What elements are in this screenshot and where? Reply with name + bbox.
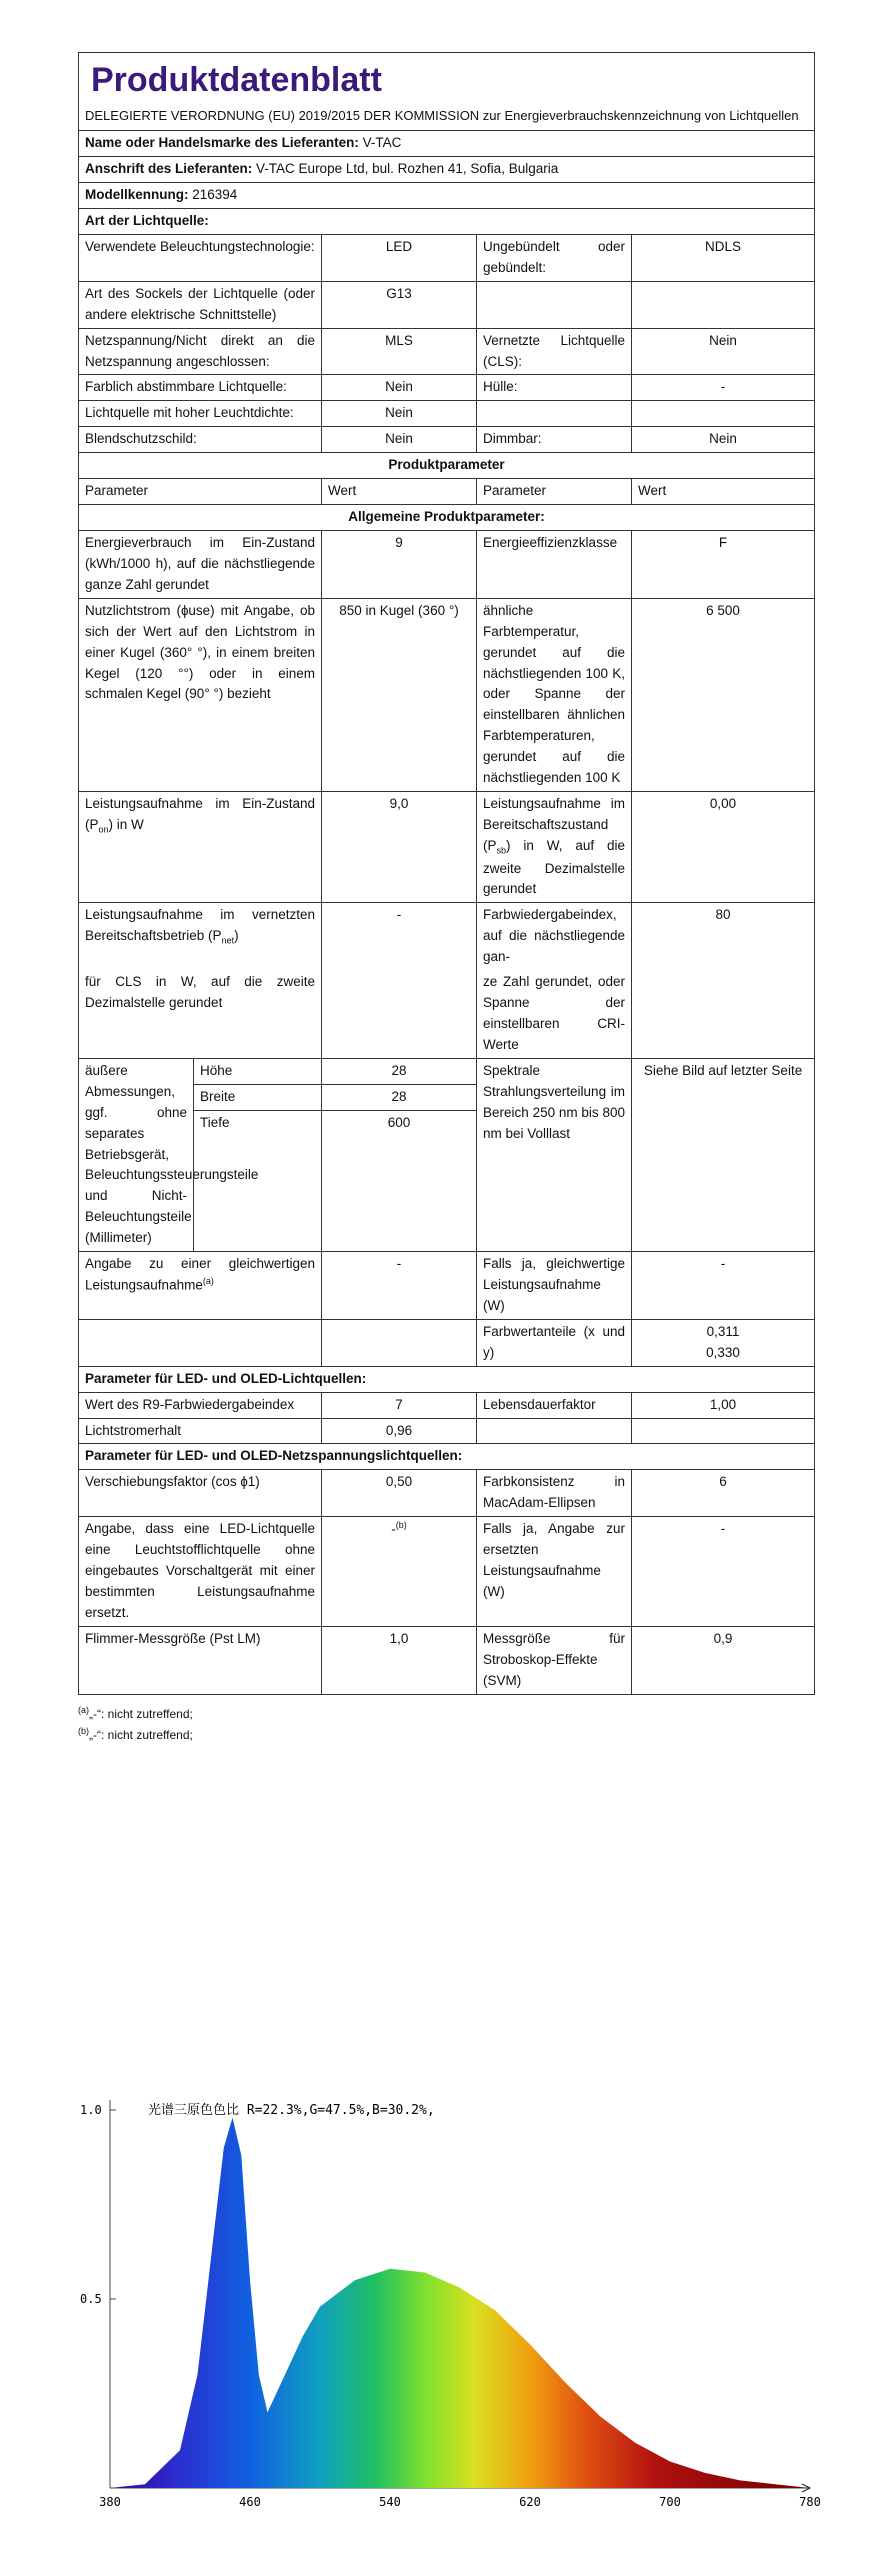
chromaticity-label: Farbwertanteile (x und y)	[477, 1319, 632, 1366]
type-label: Farblich abstimmbare Lichtquelle:	[79, 375, 322, 401]
footnote-b-sup: (b)	[78, 1726, 89, 1737]
dimension-value-width: 28	[322, 1085, 476, 1111]
displacement-factor-value: 0,50	[322, 1470, 477, 1517]
model-value: 216394	[192, 187, 238, 203]
type-value: Nein	[632, 328, 815, 375]
equivalent-power-value: -	[322, 1252, 477, 1320]
power-on-subscript: on	[98, 824, 109, 835]
product-datasheet	[78, 52, 814, 1745]
x-tick-label: 540	[379, 2495, 401, 2509]
macadam-value: 6	[632, 1470, 815, 1517]
general-params-heading: Allgemeine Produktparameter:	[79, 505, 815, 531]
flicker-value: 1,0	[322, 1626, 477, 1694]
model-row	[79, 183, 815, 209]
power-on-label-text: Leistungsaufnahme im Ein-Zustand (P	[85, 796, 315, 832]
supplier-name-row	[79, 131, 815, 157]
replacement-value	[322, 1517, 477, 1627]
replacement-label: Angabe, dass eine LED-Lichtquelle eine Leuchtstofflichtquelle ohne eingebautes Vorschaltgerät mit einer bestimmten Leistungsaufnahme ersetzt.	[79, 1517, 322, 1627]
standby-label-suffix: ) in W, auf die zweite Dezimalstelle gerundet	[483, 837, 625, 897]
dimension-label-width: Breite	[194, 1085, 321, 1111]
spectral-label: Spektrale Strahlungsverteilung im Bereich 250 nm bis 800 nm bei Volllast	[477, 1058, 632, 1251]
standby-label	[477, 792, 632, 903]
mains-params-heading: Parameter für LED- und OLED-Netzspannungslichtquellen:	[79, 1444, 815, 1470]
dimensions-subtable-values	[322, 1058, 477, 1251]
y-tick-label: 0.5	[80, 2292, 102, 2306]
energy-value: 9	[322, 530, 477, 598]
col-header-value: Wert	[322, 479, 477, 505]
empty-cell	[322, 1319, 477, 1366]
type-value: Nein	[322, 375, 477, 401]
type-label: Lichtquelle mit hoher Leuchtdichte:	[79, 401, 322, 427]
flux-value: 850 in Kugel (360 °)	[322, 598, 477, 791]
y-tick-label: 1.0	[80, 2103, 102, 2117]
power-on-label-suffix: ) in W	[108, 816, 144, 832]
type-label: Netzspannung/Nicht direkt an die Netzspannung angeschlossen:	[79, 328, 322, 375]
led-params-heading: Parameter für LED- und OLED-Lichtquellen:	[79, 1366, 815, 1392]
networked-standby-label-text: Leistungsaufnahme im vernetzten Bereitschaftsbetrieb (P	[85, 907, 315, 944]
model-label: Modellkennung:	[85, 187, 189, 203]
networked-standby-value: -	[322, 903, 477, 970]
dimensions-subtable-labels	[194, 1058, 322, 1251]
regulation-subtitle: DELEGIERTE VERORDNUNG (EU) 2019/2015 DER KOMMISSION zur Energieverbrauchskennzeichnung von Lichtquellen	[85, 108, 799, 124]
dimension-value-height: 28	[322, 1059, 476, 1085]
displacement-factor-label: Verschiebungsfaktor (cos ɸ1)	[79, 1470, 322, 1517]
supplier-address-label: Anschrift des Lieferanten:	[85, 161, 253, 177]
type-value	[632, 281, 815, 328]
standby-subscript: sb	[496, 845, 507, 856]
type-value: Nein	[322, 427, 477, 453]
power-on-label	[79, 792, 322, 903]
type-value	[632, 401, 815, 427]
efficiency-class-value: F	[632, 530, 815, 598]
footnote-b-text: „-“: nicht zutreffend;	[89, 1728, 193, 1743]
title-cell	[79, 53, 815, 131]
page-title: Produktdatenblatt	[91, 61, 382, 99]
type-label: Art des Sockels der Lichtquelle (oder andere elektrische Schnittstelle)	[79, 281, 322, 328]
col-header-parameter: Parameter	[79, 479, 322, 505]
cri-value: 80	[632, 903, 815, 970]
x-tick-label: 620	[519, 2495, 541, 2509]
dimension-label-height: Höhe	[194, 1059, 321, 1085]
type-heading: Art der Lichtquelle:	[79, 209, 815, 235]
lifetime-factor-value: 1,00	[632, 1392, 815, 1418]
spectrum-area	[110, 2118, 810, 2488]
spectral-value: Siehe Bild auf letzter Seite	[632, 1058, 815, 1251]
standby-label-text: Leistungsaufnahme im Bereitschaftszustand (P	[483, 796, 625, 853]
networked-standby-label-continued: für CLS in W, auf die zweite Dezimalstelle gerundet	[79, 970, 322, 1058]
cri-label-continued: ze Zahl gerundet, oder Spanne der einstellbaren CRI-Werte	[477, 970, 632, 1058]
equivalent-power2-value: -	[632, 1252, 815, 1320]
svm-label: Messgröße für Stroboskop-Effekte (SVM)	[477, 1626, 632, 1694]
standby-value: 0,00	[632, 792, 815, 903]
type-value: MLS	[322, 328, 477, 375]
spectrum-svg	[78, 2090, 821, 2520]
r9-label: Wert des R9-Farbwiedergabeindex	[79, 1392, 322, 1418]
svm-value: 0,9	[632, 1626, 815, 1694]
footnote-a-sup: (a)	[78, 1704, 89, 1715]
supplier-name-value: V-TAC	[362, 135, 402, 151]
flicker-label: Flimmer-Messgröße (Pst LM)	[79, 1626, 322, 1694]
x-tick-label: 700	[659, 2495, 681, 2509]
footnote-b	[78, 1724, 814, 1745]
type-label: Dimmbar:	[477, 427, 632, 453]
empty-cell	[632, 970, 815, 1058]
networked-standby-label-suffix: )	[234, 928, 239, 944]
type-value: -	[632, 375, 815, 401]
spectrum-chart	[78, 2090, 821, 2520]
flux-label: Nutzlichtstrom (ɸuse) mit Angabe, ob sich der Wert auf den Lichtstrom in einer Kugel (360° °), in einem breiten Kegel (120 °°) oder in einem schmalen Kegel (90° °) bezieht	[79, 598, 322, 791]
cri-label: Farbwiedergabeindex, auf die nächstliegende gan-	[477, 903, 632, 970]
equivalent-power-label	[79, 1252, 322, 1320]
type-label: Hülle:	[477, 375, 632, 401]
type-label: Vernetzte Lichtquelle (CLS):	[477, 328, 632, 375]
empty-cell	[477, 1418, 632, 1444]
efficiency-class-label: Energieeffizienzklasse	[477, 530, 632, 598]
cct-value: 6 500	[632, 598, 815, 791]
networked-standby-subscript: net	[221, 935, 235, 946]
cct-label: ähnliche Farbtemperatur, gerundet auf die nächstliegenden 100 K, oder Spanne der einstellbaren ähnlichen Farbtemperaturen, gerundet auf die nächstliegenden 100 K	[477, 598, 632, 791]
x-tick-label: 380	[99, 2495, 121, 2509]
equivalent-power2-label: Falls ja, gleichwertige Leistungsaufnahme (W)	[477, 1252, 632, 1320]
supplier-name-label: Name oder Handelsmarke des Lieferanten:	[85, 135, 359, 151]
replacement2-value: -	[632, 1517, 815, 1627]
type-label	[477, 281, 632, 328]
energy-label: Energieverbrauch im Ein-Zustand (kWh/1000 h), auf die nächstliegende ganze Zahl gerundet	[79, 530, 322, 598]
footnotes	[78, 1703, 814, 1746]
equivalent-power-label-text: Angabe zu einer gleichwertigen Leistungsaufnahme	[85, 1256, 315, 1293]
lumen-maintenance-label: Lichtstromerhalt	[79, 1418, 322, 1444]
x-tick-label: 460	[239, 2495, 261, 2509]
empty-cell	[632, 1418, 815, 1444]
dimensions-label: äußere Abmessungen, ggf. ohne separates Betriebsgerät, Beleuchtungssteuerungsteile und Nicht-Beleuchtungsteile (Millimeter)	[79, 1058, 194, 1251]
empty-cell	[79, 1319, 322, 1366]
lifetime-factor-label: Lebensdauerfaktor	[477, 1392, 632, 1418]
chart-title: 光谱三原色色比 R=22.3%,G=47.5%,B=30.2%,	[148, 2103, 435, 2118]
chromaticity-values	[632, 1319, 815, 1366]
chromaticity-x: 0,311	[706, 1323, 740, 1339]
col-header-value: Wert	[632, 479, 815, 505]
footnote-a-text: „-“: nicht zutreffend;	[89, 1706, 193, 1721]
type-label: Ungebündelt oder gebündelt:	[477, 234, 632, 281]
product-params-heading: Produktparameter	[79, 453, 815, 479]
type-value: NDLS	[632, 234, 815, 281]
footnote-b-marker: (b)	[395, 1520, 407, 1531]
type-value: G13	[322, 281, 477, 328]
lumen-maintenance-value: 0,96	[322, 1418, 477, 1444]
chromaticity-y: 0,330	[706, 1344, 740, 1360]
type-value: LED	[322, 234, 477, 281]
type-label: Blendschutzschild:	[79, 427, 322, 453]
replacement-value-text: -	[391, 1521, 396, 1537]
x-tick-label: 780	[799, 2495, 821, 2509]
empty-cell	[322, 970, 477, 1058]
macadam-label: Farbkonsistenz in MacAdam-Ellipsen	[477, 1470, 632, 1517]
footnote-a-marker: (a)	[202, 1276, 214, 1287]
col-header-parameter: Parameter	[477, 479, 632, 505]
datasheet-table	[78, 52, 815, 1695]
supplier-address-row	[79, 157, 815, 183]
type-label: Verwendete Beleuchtungstechnologie:	[79, 234, 322, 281]
networked-standby-label	[79, 903, 322, 970]
dimension-value-depth: 600	[387, 1114, 411, 1130]
replacement2-label: Falls ja, Angabe zur ersetzten Leistungsaufnahme (W)	[477, 1517, 632, 1627]
r9-value: 7	[322, 1392, 477, 1418]
type-label	[477, 401, 632, 427]
footnote-a	[78, 1703, 814, 1724]
power-on-value: 9,0	[322, 792, 477, 903]
dimension-label-depth: Tiefe	[200, 1114, 230, 1130]
type-value: Nein	[632, 427, 815, 453]
supplier-address-value: V-TAC Europe Ltd, bul. Rozhen 41, Sofia, Bulgaria	[256, 161, 559, 177]
type-value: Nein	[322, 401, 477, 427]
